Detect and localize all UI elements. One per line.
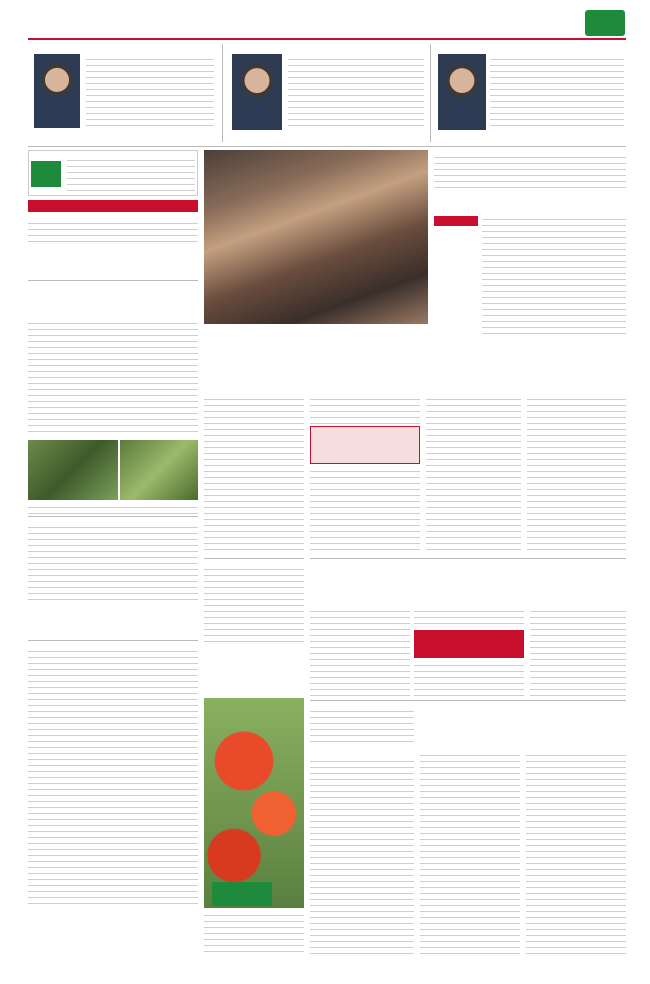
shishu-headline — [420, 706, 620, 746]
top-story-3 — [436, 42, 626, 142]
story-text — [490, 54, 624, 130]
lead-headline — [204, 338, 624, 388]
left-photo-2 — [120, 440, 198, 500]
page-number — [585, 10, 625, 36]
left-story-3 — [28, 520, 198, 640]
story-text — [86, 54, 214, 128]
flower-caption-box — [212, 882, 272, 906]
portrait-photo — [438, 54, 486, 130]
jonopod-tag — [434, 216, 478, 226]
prayer-label — [31, 161, 61, 187]
photo-caption — [204, 326, 428, 336]
section-title — [495, 20, 565, 32]
top-story-1 — [28, 42, 218, 142]
lead-body-col-4 — [527, 394, 626, 554]
masthead-logo — [28, 10, 158, 32]
portrait-photo — [232, 54, 282, 130]
prayer-table — [67, 155, 195, 193]
justice-story — [204, 562, 304, 692]
lead-body-col-1 — [204, 394, 304, 554]
top-story-2 — [228, 42, 426, 142]
prayer-times-box — [28, 150, 198, 196]
lead-inset — [310, 426, 420, 464]
lead-body-col-3 — [426, 394, 521, 554]
left-story-4 — [28, 644, 198, 944]
left-photo-1 — [28, 440, 118, 500]
main-photo — [204, 150, 428, 324]
power-headline — [310, 562, 626, 596]
right-story-1 — [434, 150, 626, 340]
masthead-rule — [28, 38, 626, 40]
lead-body-col-2 — [310, 394, 420, 424]
story-text — [288, 54, 424, 130]
flower-photo — [204, 698, 304, 908]
left-story-1 — [28, 216, 198, 436]
ticker-title — [28, 200, 198, 212]
date-line — [415, 12, 575, 20]
portrait-photo — [34, 54, 80, 128]
power-pullquote — [414, 630, 524, 658]
